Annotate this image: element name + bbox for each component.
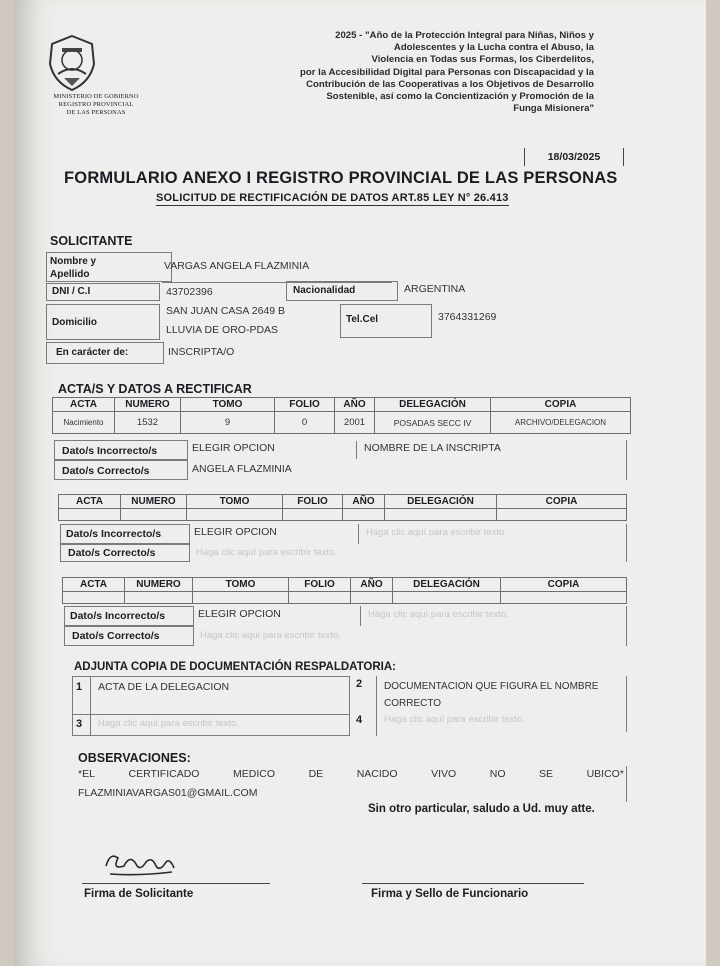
acta-field[interactable]: Nacimiento bbox=[53, 412, 115, 434]
incorrect-text-field-2[interactable]: Haga clic aquí para escribir texto. bbox=[366, 527, 507, 538]
signature-line-solicitante bbox=[82, 883, 270, 884]
handwritten-signature bbox=[100, 846, 180, 880]
domicilio-line1-field[interactable]: SAN JUAN CASA 2649 B bbox=[166, 305, 286, 317]
dni-label: DNI / C.I bbox=[52, 286, 91, 297]
incorrect-text-field-3[interactable]: Haga clic aquí para escribir texto. bbox=[368, 609, 509, 620]
domicilio-line2-field[interactable]: LLUVIA DE ORO-PDAS bbox=[166, 324, 279, 336]
acta-table-1 bbox=[52, 397, 631, 434]
correct-text-field-2[interactable]: Haga clic aquí para escribir texto. bbox=[196, 547, 337, 558]
domicilio-label: Domicilio bbox=[52, 317, 98, 328]
section-actas: ACTA/S Y DATOS A RECTIFICAR bbox=[58, 382, 252, 396]
adjunta-num-2: 2 bbox=[356, 678, 363, 690]
acta-header-row-2: ACTA NUMERO TOMO FOLIO AÑO DELEGACIÓN COPIA bbox=[59, 495, 627, 509]
col-anio: AÑO bbox=[335, 398, 375, 412]
col-acta: ACTA bbox=[53, 398, 115, 412]
col-numero: NUMERO bbox=[115, 398, 181, 412]
incorrect-option-dropdown-1[interactable]: ELEGIR OPCION bbox=[192, 442, 275, 454]
acta-data-row bbox=[53, 412, 631, 434]
acta-header-row-3: ACTA NUMERO TOMO FOLIO AÑO DELEGACIÓN COPIA bbox=[63, 578, 627, 592]
observaciones-email[interactable]: FLAZMINIAVARGAS01@GMAIL.COM bbox=[78, 787, 258, 799]
ministry-name: MINISTERIO DE GOBIERNO REGISTRO PROVINCIAL DE LAS PERSONAS bbox=[53, 93, 139, 116]
signature-line-funcionario bbox=[362, 883, 584, 884]
name-label: Nombre y Apellido bbox=[50, 256, 97, 280]
anio-field[interactable]: 2001 bbox=[335, 412, 375, 434]
caracter-field[interactable]: INSCRIPTA/O bbox=[168, 346, 235, 358]
incorrect-option-dropdown-2[interactable]: ELEGIR OPCION bbox=[194, 526, 277, 538]
section-solicitante: SOLICITANTE bbox=[50, 234, 133, 248]
acta-table-3 bbox=[62, 577, 627, 604]
signature-label-funcionario: Firma y Sello de Funcionario bbox=[371, 888, 529, 900]
acta-header-row bbox=[53, 398, 631, 412]
telcel-field[interactable]: 3764331269 bbox=[438, 311, 497, 323]
correct-text-field-1[interactable]: ANGELA FLAZMINIA bbox=[192, 463, 292, 475]
incorrect-label-1: Dato/s Incorrecto/s bbox=[62, 445, 158, 457]
adjunta-item-3[interactable]: Haga clic aquí para escribir texto. bbox=[98, 718, 239, 729]
col-delegacion: DELEGACIÓN bbox=[375, 398, 491, 412]
tomo-field[interactable]: 9 bbox=[181, 412, 275, 434]
folio-field[interactable]: 0 bbox=[275, 412, 335, 434]
caracter-label: En carácter de: bbox=[56, 347, 129, 358]
adjunta-item-4[interactable]: Haga clic aquí para escribir texto. bbox=[384, 714, 525, 725]
form-page bbox=[14, 0, 706, 966]
signature-label-solicitante: Firma de Solicitante bbox=[84, 888, 194, 900]
correct-text-field-3[interactable]: Haga clic aquí para escribir texto. bbox=[200, 630, 341, 641]
nacionalidad-field[interactable]: ARGENTINA bbox=[404, 283, 466, 295]
adjunta-num-4: 4 bbox=[356, 714, 363, 726]
col-copia: COPIA bbox=[491, 398, 631, 412]
acta-data-row-2[interactable] bbox=[59, 509, 627, 521]
incorrect-label-2: Dato/s Incorrecto/s bbox=[66, 528, 162, 540]
incorrect-text-field-1[interactable]: NOMBRE DE LA INSCRIPTA bbox=[364, 442, 501, 454]
col-tomo: TOMO bbox=[181, 398, 275, 412]
adjunta-item-2[interactable]: DOCUMENTACION QUE FIGURA EL NOMBRE CORRECTO bbox=[384, 681, 599, 709]
acta-table-2 bbox=[58, 494, 627, 521]
section-adjunta: ADJUNTA COPIA DE DOCUMENTACIÓN RESPALDATORIA: bbox=[74, 661, 396, 673]
col-folio: FOLIO bbox=[275, 398, 335, 412]
closing-text: Sin otro particular, saludo a Ud. muy atte. bbox=[368, 803, 595, 815]
observaciones-text[interactable]: *EL CERTIFICADO MEDICO DE NACIDO VIVO NO SE UBICO* bbox=[78, 768, 624, 780]
telcel-label: Tel.Cel bbox=[346, 314, 379, 325]
incorrect-option-dropdown-3[interactable]: ELEGIR OPCION bbox=[198, 608, 281, 620]
acta-data-row-3[interactable] bbox=[63, 592, 627, 604]
adjunta-num-3: 3 bbox=[76, 718, 83, 730]
form-title: FORMULARIO ANEXO I REGISTRO PROVINCIAL DE LAS PERSONAS bbox=[64, 169, 618, 187]
section-observaciones: OBSERVACIONES: bbox=[78, 751, 191, 765]
correct-label-2: Dato/s Correcto/s bbox=[68, 547, 156, 559]
nacionalidad-label: Nacionalidad bbox=[293, 285, 356, 296]
correct-label-1: Dato/s Correcto/s bbox=[62, 465, 150, 477]
name-field[interactable]: VARGAS ANGELA FLAZMINIA bbox=[164, 260, 310, 272]
copia-field[interactable]: ARCHIVO/DELEGACION bbox=[491, 412, 631, 434]
adjunta-item-1[interactable]: ACTA DE LA DELEGACION bbox=[98, 681, 230, 693]
year-motto: 2025 - "Año de la Protección Integral para Niñas, Niños y Adolescentes y la Lucha contra el Abuso, la Violencia en Todas sus Formas, los Ciberdelitos, por la Accesibilidad Digital para Personas con Discapacidad y la Contribución de las Cooperativas a los Objetivos de Desarrollo Sostenible, así como la Concientización y Promoción de la Funga Misionera" bbox=[300, 30, 594, 115]
delegacion-field[interactable]: POSADAS SECC IV bbox=[375, 412, 491, 434]
date-field[interactable]: 18/03/2025 bbox=[524, 148, 624, 166]
correct-label-3: Dato/s Correcto/s bbox=[72, 630, 160, 642]
form-subtitle: SOLICITUD DE RECTIFICACIÓN DE DATOS ART.85 LEY N° 26.413 bbox=[156, 192, 509, 204]
incorrect-label-3: Dato/s Incorrecto/s bbox=[70, 610, 166, 622]
provincial-seal-icon bbox=[44, 34, 100, 92]
adjunta-num-1: 1 bbox=[76, 681, 83, 693]
numero-field[interactable]: 1532 bbox=[115, 412, 181, 434]
dni-field[interactable]: 43702396 bbox=[166, 286, 213, 298]
